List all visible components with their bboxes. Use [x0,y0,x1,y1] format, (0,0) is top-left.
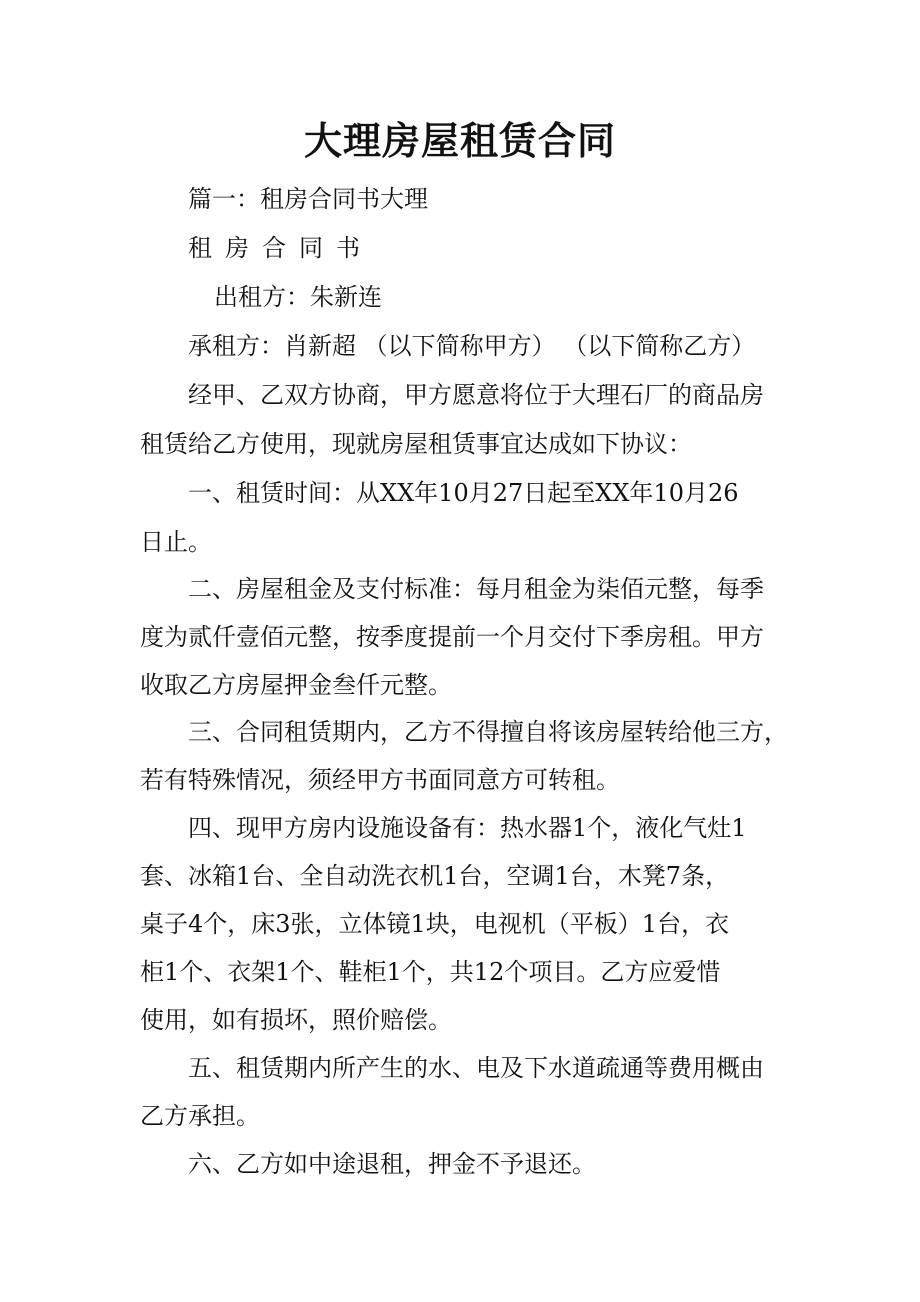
paragraph-line: 四、现甲方房内设施设备有：热水器1个，液化气灶1 [188,814,747,842]
paragraph-line: 度为贰仟壹佰元整，按季度提前一个月交付下季房租。甲方 [140,623,764,651]
lessor-line: 出租方：朱新连 [214,283,382,311]
paragraph-line: 六、乙方如中途退租，押金不予退还。 [188,1150,596,1178]
contract-heading: 租房合同书 [188,234,373,262]
paragraph-line: 三、合同租赁期内，乙方不得擅自将该房屋转给他三方， [188,718,788,746]
paragraph-line: 套、冰箱1台、全自动洗衣机1台，空调1台，木凳7条， [140,862,730,890]
paragraph-line: 桌子4个，床3张，立体镜1块，电视机（平板）1台，衣 [140,910,730,938]
paragraph-line: 若有特殊情况，须经甲方书面同意方可转租。 [140,766,620,794]
paragraph-line: 乙方承担。 [140,1102,260,1130]
paragraph-line: 经甲、乙双方协商，甲方愿意将位于大理石厂的商品房 [188,381,764,409]
paragraph-line: 日止。 [140,528,212,556]
paragraph-line: 收取乙方房屋押金叁仟元整。 [140,671,452,699]
paragraph-line: 租赁给乙方使用，现就房屋租赁事宜达成如下协议： [140,430,692,458]
lessee-line: 承租方：肖新超 （以下简称甲方） （以下简称乙方） [188,332,756,360]
paragraph-line: 五、租赁期内所产生的水、电及下水道疏通等费用概由 [188,1054,764,1082]
paragraph-line: 使用，如有损坏，照价赔偿。 [140,1006,452,1034]
document-title: 大理房屋租赁合同 [303,118,616,163]
paragraph-line: 柜1个、衣架1个、鞋柜1个，共12个项目。乙方应爱惜 [140,958,721,986]
section-heading: 篇一：租房合同书大理 [188,185,428,213]
paragraph-line: 一、租赁时间：从XX年10月27日起至XX年10月26 [188,479,739,507]
paragraph-line: 二、房屋租金及支付标准：每月租金为柒佰元整，每季 [188,575,764,603]
